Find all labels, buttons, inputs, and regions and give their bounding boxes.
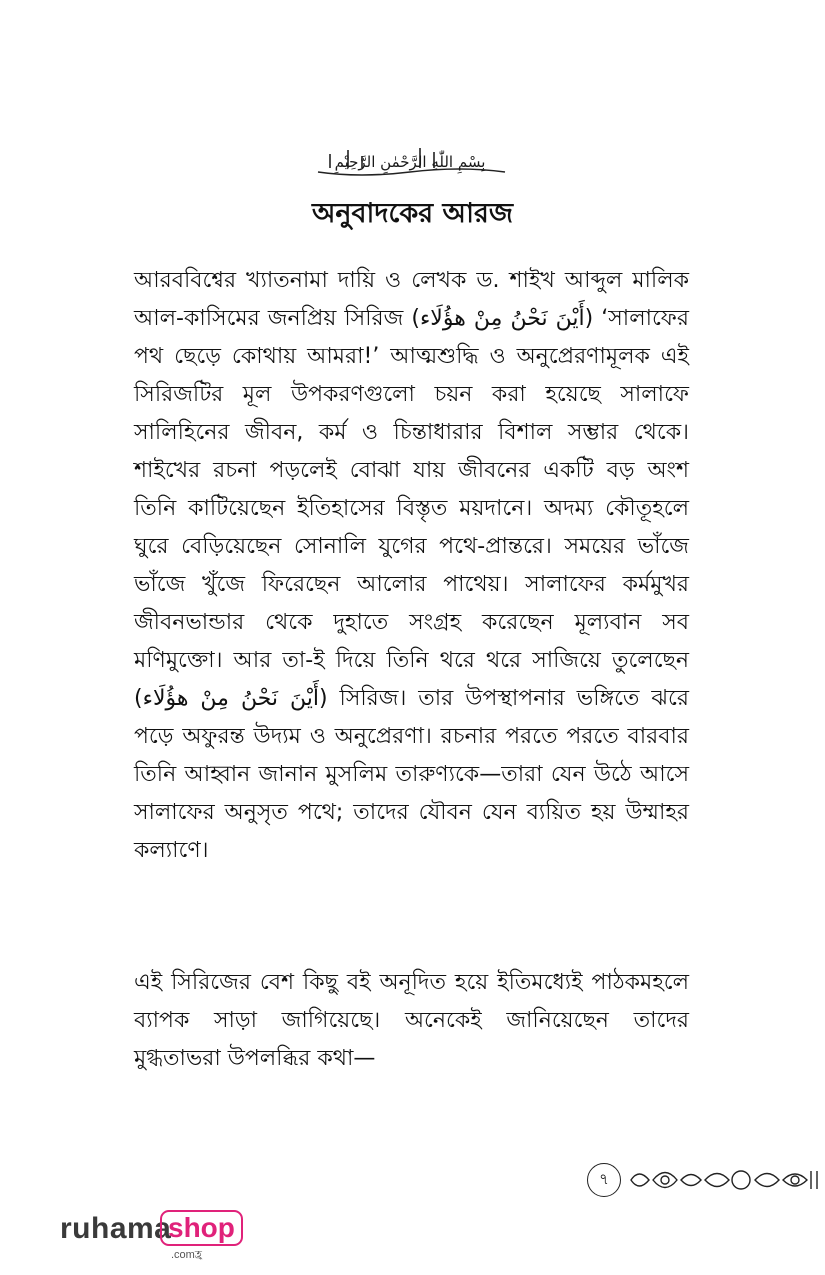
page-title: অনুবাদকের আরজ [311,198,514,229]
body-paragraph-2: এই সিরিজের বেশ কিছু বই অনূদিত হয়ে ইতিমধ্যেই পাঠকমহলে ব্যাপক সাড়া জাগিয়েছে। অনেকেই জানিয়েছেন তাদের মুগ্ধতাভরা উপলব্ধির কথা— [134,970,689,1071]
bismillah-calligraphy [300,138,520,184]
page-number: ৭ [587,1163,621,1197]
brand-name: ruhama [60,1212,172,1245]
page-footer [587,1163,823,1197]
brand-shop-badge: shop [160,1210,243,1246]
body-paragraph-1: আরববিশ্বের খ্যাতনামা দায়ি ও লেখক ড. শাইখ আব্দুল মালিক আল-কাসিমের জনপ্রিয় সিরিজ (أَيْنَ نَحْنُ مِنْ هؤُلَاء) ‘সালাফের পথ ছেড়ে কোথায় আমরা!’ আত্মশুদ্ধি ও অনুপ্রেরণামূলক এই সিরিজটির মূল উপকরণগুলো চয়ন করা হয়েছে সালাফে সালিহিনের জীবন, কর্ম ও চিন্তাধারার বিশাল সম্ভার থেকে। শাইখের রচনা পড়লেই বোঝা যায় জীবনের একটি বড় অংশ তিনি কাটিয়েছেন ইতিহাসের বিস্তৃত ময়দানে। অদম্য কৌতূহলে ঘুরে বেড়িয়েছেন সোনালি যুগের পথে-প্রান্তরে। সময়ের ভাঁজে ভাঁজে খুঁজে ফিরেছেন আলোর পাথেয়। সালাফের কর্মমুখর জীবনভান্ডার থেকে দুহাতে সংগ্রহ করেছেন মূল্যবান সব মণিমুক্তো। আর তা-ই দিয়ে তিনি থরে থরে সাজিয়ে তুলেছেন (أَيْنَ نَحْنُ مِنْ هؤُلَاء) সিরিজ। তার উপস্থাপনার ভঙ্গিতে ঝরে পড়ে অফুরন্ত উদ্যম ও অনুপ্রেরণা। রচনার পরতে পরতে বারবার তিনি আহ্বান জানান মুসলিম তারুণ্যকে—তারা যেন উঠে আসে সালাফের অনুসৃত পথে; তাদের যৌবন যেন ব্যয়িত হয় উম্মাহর কল্যাণে। [134,268,689,863]
brand-domain: .comহ্র [171,1249,202,1261]
bismillah-text: بِسْمِ اللّٰهِ الرَّحْمٰنِ الرَّحِيْمِ [334,153,486,171]
floral-ornament-icon [627,1165,821,1195]
